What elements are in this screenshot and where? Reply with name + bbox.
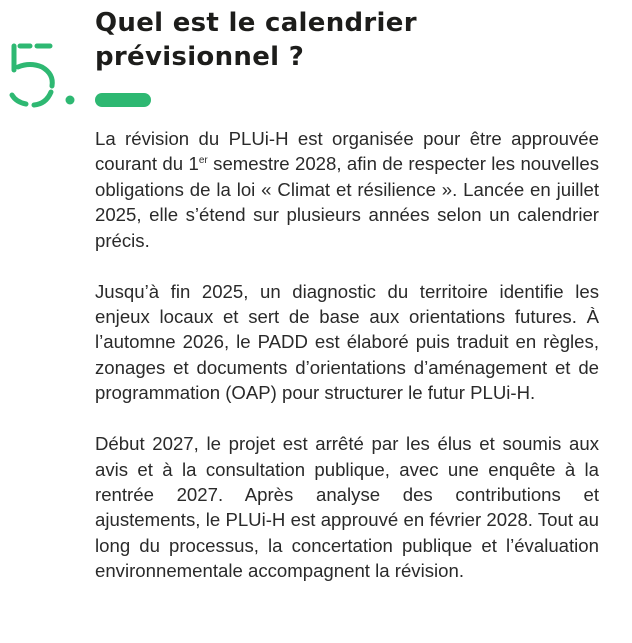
section-number-glyph-icon <box>6 40 86 110</box>
paragraph-3: Début 2027, le projet est arrêté par les élus et soumis aux avis et à la consultation publique, avec une enquête à la rentrée 2027. Après analyse des contributions et ajustements, le PLUi-H est approuvé en février 2028. Tout au long du processus, la concertation publique et l’évaluation environnementale accompagnent la révision. <box>95 433 599 582</box>
page-title <box>95 6 417 74</box>
title-line-1: Quel est le calendrier <box>95 8 417 38</box>
section-number-5 <box>6 40 86 110</box>
accent-bar-divider <box>95 93 151 107</box>
paragraph-1-part1: La révision du PLUi-H est organisée pour être approuvée courant du 1 <box>95 128 599 175</box>
body-text <box>95 126 599 584</box>
paragraph-1-part2: semestre 2028, afin de respecter les nouvelles obligations de la loi « Climat et résilience ». Lancée en juillet 2025, elle s’étend sur plusieurs années selon un calendrier précis. <box>95 153 600 251</box>
ordinal-superscript: er <box>198 155 208 167</box>
paragraph-2: Jusqu’à fin 2025, un diagnostic du territoire identifie les enjeux locaux et sert de base aux orientations futures. À l’automne 2026, le PADD est élaboré puis traduit en règles, zonages et documents d’orientations d’aménagement et de programmation (OAP) pour structurer le futur PLUi-H. <box>95 280 599 404</box>
title-line-2: prévisionnel ? <box>95 42 305 72</box>
paragraph-1 <box>95 126 599 253</box>
